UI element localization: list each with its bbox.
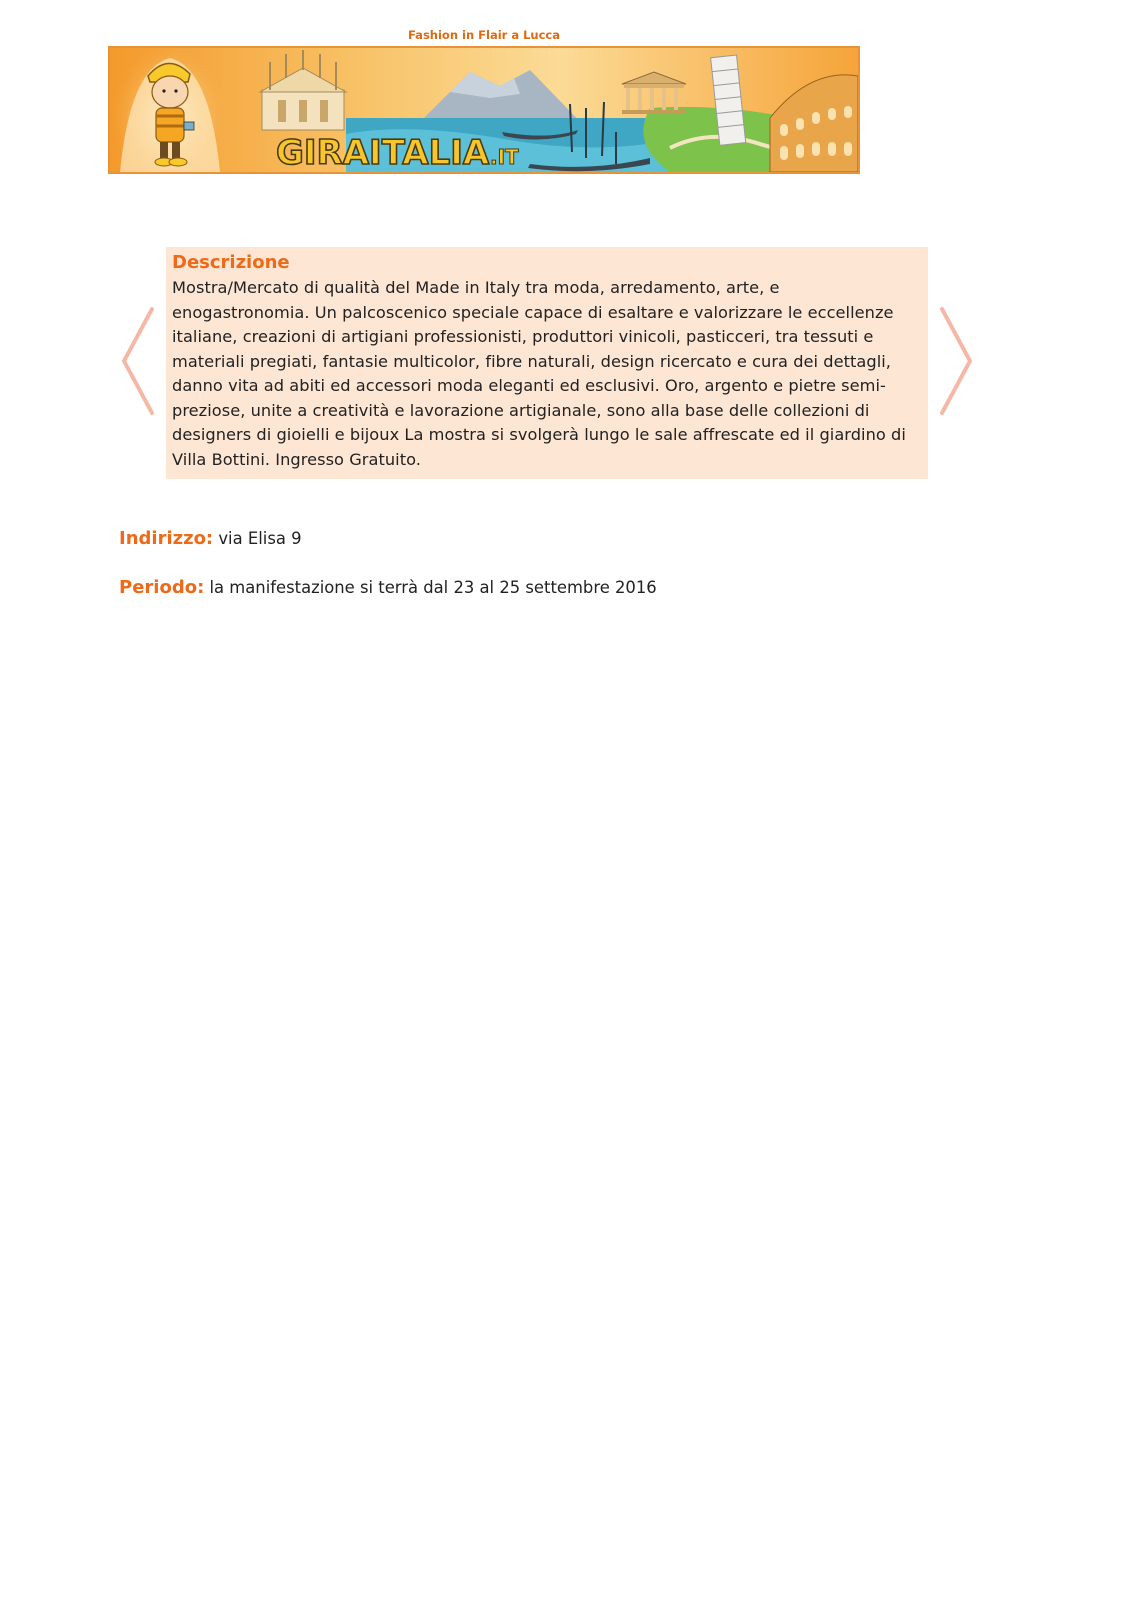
address-row	[119, 528, 302, 549]
period-row	[119, 577, 657, 598]
chevron-left-icon	[118, 305, 158, 417]
address-value: via Elisa 9	[218, 529, 302, 548]
logo-suffix: .IT	[490, 145, 519, 169]
logo-text: GIRAITALIA	[276, 133, 490, 172]
description-text: Mostra/Mercato di qualità del Made in Italy tra moda, arredamento, arte, e enogastronomia. Un palcoscenico speciale capace di esaltare e valorizzare le eccellenze italiane, creazioni di artigiani professionisti, produttori vinicoli, pasticceri, tra tessuti e materiali pregiati, fantasie multicolor, fibre naturali, design ricercato e cura dei dettagli, danno vita ad abiti ed accessori moda eleganti ed esclusivi. Oro, argento e pietre semi-preziose, unite a creatività e lavorazione artigianale, sono alla base delle collezioni di designers di gioielli e bijoux La mostra si svolgerà lungo le sale affrescate ed il giardino di Villa Bottini. Ingresso Gratuito.	[172, 278, 906, 469]
period-label: Periodo:	[119, 577, 205, 598]
prev-arrow-button[interactable]	[118, 305, 158, 417]
next-arrow-button[interactable]	[936, 305, 976, 417]
description-box	[166, 247, 928, 479]
description-heading: Descrizione	[172, 252, 290, 273]
banner-illustration	[110, 48, 858, 172]
chevron-right-icon	[936, 305, 976, 417]
page-title: Fashion in Flair a Lucca	[408, 28, 560, 42]
address-label: Indirizzo:	[119, 528, 214, 549]
period-value: la manifestazione si terrà dal 23 al 25 settembre 2016	[209, 578, 657, 597]
banner[interactable]	[108, 46, 860, 174]
